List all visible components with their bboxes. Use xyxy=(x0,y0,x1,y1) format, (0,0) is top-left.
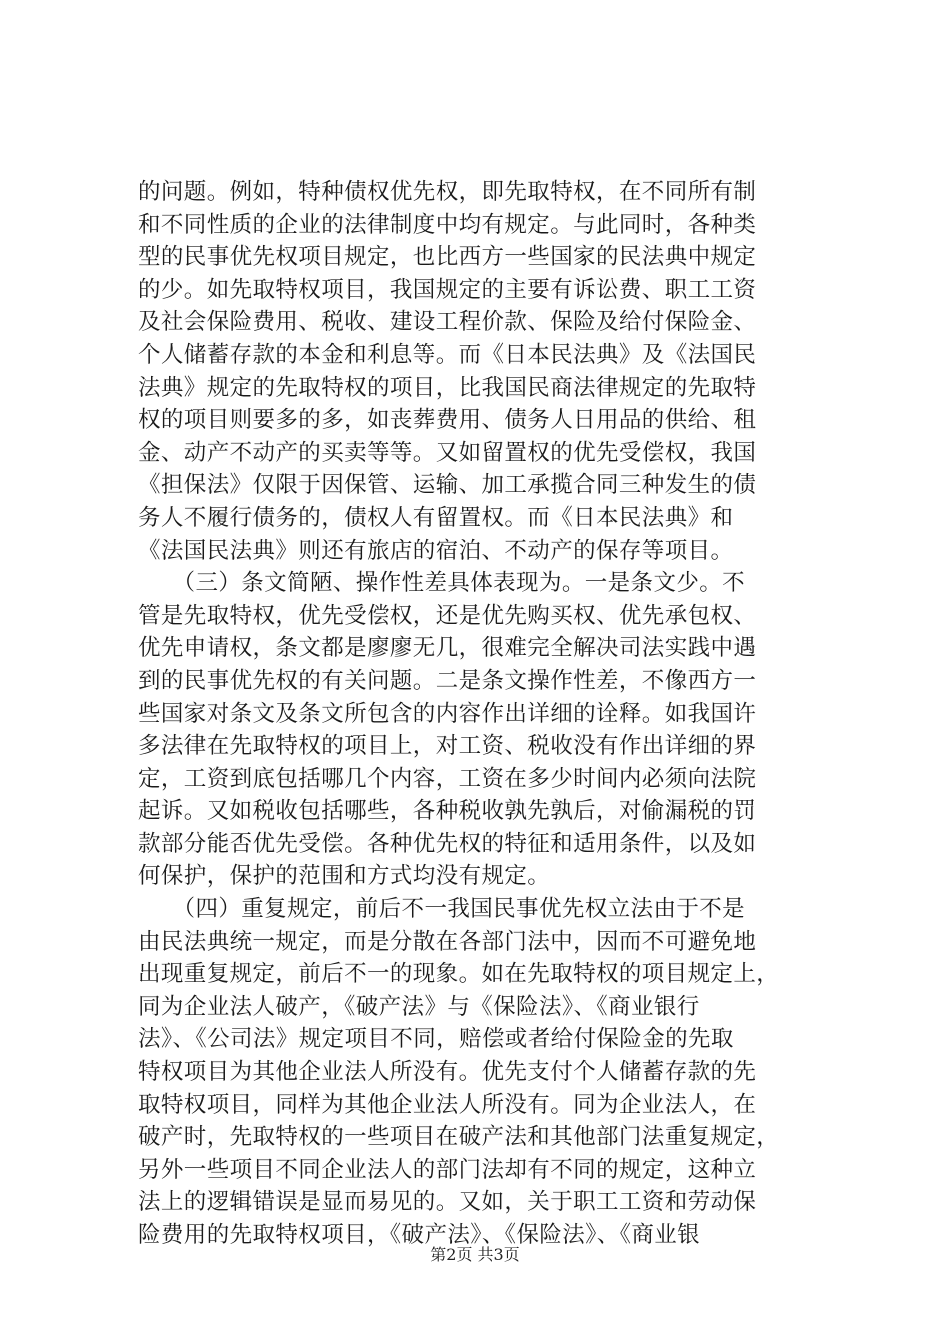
text-line: 险费用的先取特权项目，《破产法》、《保险法》、《商业银 xyxy=(138,1222,701,1248)
text-line: 由民法典统一规定，而是分散在各部门法中，因而不可避免地 xyxy=(138,928,757,955)
text-line: 务人不履行债务的，债权人有留置权。而《日本民法典》和 xyxy=(138,504,734,531)
text-line: 的问题。例如，特种债权优先权，即先取特权，在不同所有制 xyxy=(138,179,757,205)
text-line: 法》、《公司法》规定项目不同，赔偿或者给付保险金的先取 xyxy=(138,1026,734,1053)
text-line: 《担保法》仅限于因保管、运输、加工承揽合同三种发生的债 xyxy=(138,472,757,499)
text-line: 和不同性质的企业的法律制度中均有规定。与此同时，各种类 xyxy=(138,211,757,238)
text-line: 权的项目则要多的多，如丧葬费用、债务人日用品的供给、租 xyxy=(138,407,757,434)
text-line: 法上的逻辑错误是显而易见的。又如，关于职工工资和劳动保 xyxy=(138,1189,757,1216)
text-line: 《法国民法典》则还有旅店的宿泊、不动产的保存等项目。 xyxy=(138,537,734,564)
text-line: 型的民事优先权项目规定，也比西方一些国家的民法典中规定 xyxy=(138,244,757,271)
text-line: 及社会保险费用、税收、建设工程价款、保险及给付保险金、 xyxy=(138,309,757,336)
page-footer: 第2页 共3页 xyxy=(430,1245,520,1264)
text-line: 款部分能否优先受偿。各种优先权的特征和适用条件，以及如 xyxy=(138,830,757,857)
text-line: （四）重复规定，前后不一我国民事优先权立法由于不是 xyxy=(138,896,746,923)
text-line: 出现重复规定，前后不一的现象。如在先取特权的项目规定上， xyxy=(138,961,780,988)
text-line: 的少。如先取特权项目，我国规定的主要有诉讼费、职工工资 xyxy=(138,276,757,303)
text-line: 管是先取特权，优先受偿权，还是优先购买权、优先承包权、 xyxy=(138,602,757,629)
text-line: 起诉。又如税收包括哪些，各种税收孰先孰后，对偷漏税的罚 xyxy=(138,798,757,825)
text-line: 破产时，先取特权的一些项目在破产法和其他部门法重复规定， xyxy=(138,1124,780,1151)
text-line: 同为企业法人破产，《破产法》与《保险法》、《商业银行 xyxy=(138,993,700,1020)
text-line: 取特权项目，同样为其他企业法人所没有。同为企业法人，在 xyxy=(138,1091,757,1118)
text-line: 法典》规定的先取特权的项目，比我国民商法律规定的先取特 xyxy=(138,374,757,401)
text-line: 特权项目为其他企业法人所没有。优先支付个人储蓄存款的先 xyxy=(138,1059,757,1086)
text-line: 何保护，保护的范围和方式均没有规定。 xyxy=(138,863,551,890)
document-body xyxy=(138,176,838,1252)
text-line: 到的民事优先权的有关问题。二是条文操作性差，不像西方一 xyxy=(138,667,757,694)
text-line: 优先申请权，条文都是廖廖无几，很难完全解决司法实践中遇 xyxy=(138,635,757,662)
text-line: 些国家对条文及条文所包含的内容作出详细的诠释。如我国许 xyxy=(138,700,757,727)
text-line: 另外一些项目不同企业法人的部门法却有不同的规定，这种立 xyxy=(138,1156,757,1183)
text-line: 定，工资到底包括哪几个内容，工资在多少时间内必须向法院 xyxy=(138,765,757,792)
text-line: 多法律在先取特权的项目上，对工资、税收没有作出详细的界 xyxy=(138,733,757,760)
text-line: 金、动产不动产的买卖等等。又如留置权的优先受偿权，我国 xyxy=(138,439,757,466)
text-line: 个人储蓄存款的本金和利息等。而《日本民法典》及《法国民 xyxy=(138,341,757,368)
text-line: （三）条文简陋、操作性差具体表现为。一是条文少。不 xyxy=(138,570,746,597)
